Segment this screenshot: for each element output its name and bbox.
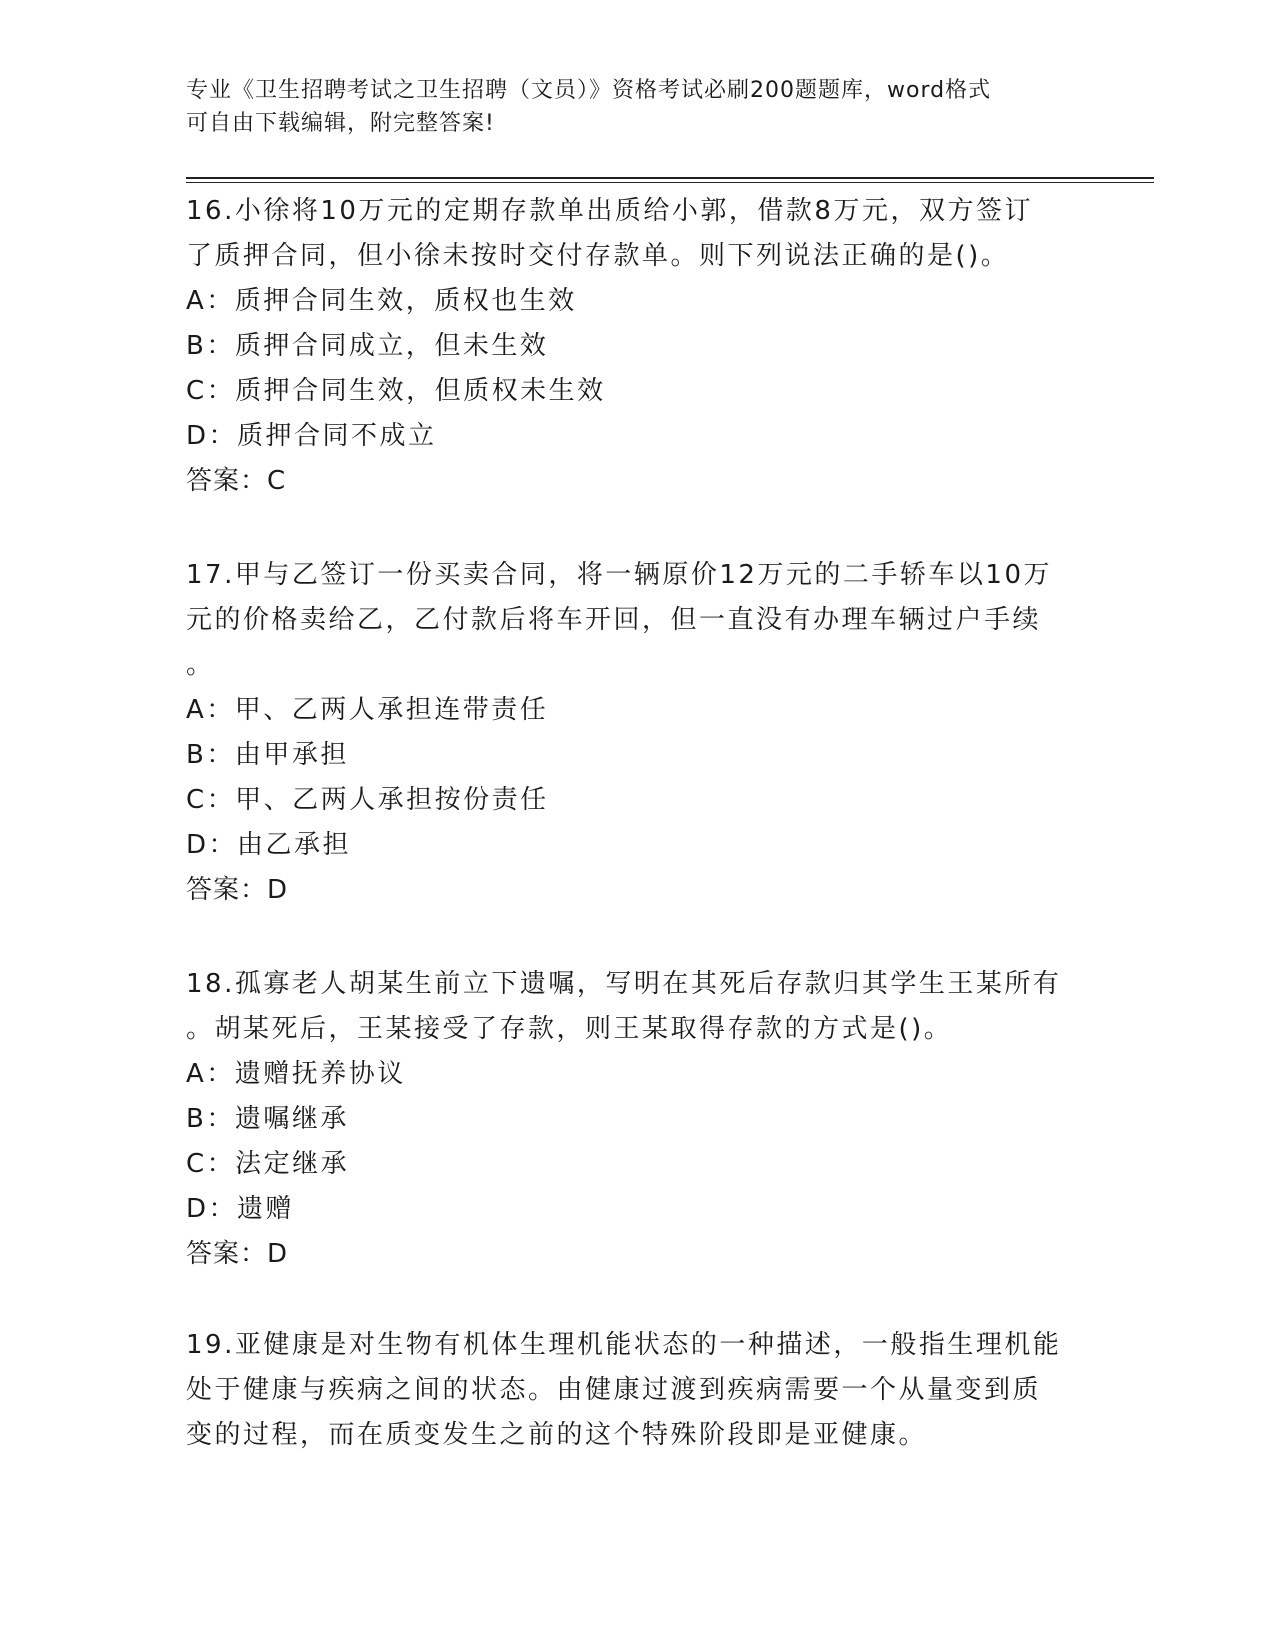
option-a: A：甲、乙两人承担连带责任: [186, 695, 549, 725]
question-stem-line: 16.小徐将10万元的定期存款单出质给小郭，借款8万元，双方签订: [186, 196, 1033, 226]
question-19: [186, 1323, 1086, 1458]
document-header: [186, 74, 1066, 140]
option-c: C：甲、乙两人承担按份责任: [186, 785, 549, 815]
question-stem-line: 元的价格卖给乙，乙付款后将车开回，但一直没有办理车辆过户手续: [186, 605, 1042, 635]
question-stem-line: 19.亚健康是对生物有机体生理机能状态的一种描述，一般指生理机能: [186, 1330, 1062, 1360]
question-stem-line: 变的过程，而在质变发生之前的这个特殊阶段即是亚健康。: [186, 1420, 928, 1450]
header-divider: [186, 177, 1154, 183]
option-a: A：质押合同生效，质权也生效: [186, 286, 577, 316]
option-d: D：遗赠: [186, 1194, 295, 1224]
question-stem-line: 17.甲与乙签订一份买卖合同，将一辆原价12万元的二手轿车以10万: [186, 560, 1053, 590]
answer-line: 答案：C: [186, 466, 287, 496]
question-stem-line: 。: [186, 650, 215, 680]
option-d: D：质押合同不成立: [186, 421, 437, 451]
question-stem-line: 处于健康与疾病之间的状态。由健康过渡到疾病需要一个从量变到质: [186, 1375, 1042, 1405]
answer-line: 答案：D: [186, 875, 289, 905]
option-d: D：由乙承担: [186, 830, 352, 860]
question-stem-line: 18.孤寡老人胡某生前立下遗嘱，写明在其死后存款归其学生王某所有: [186, 969, 1062, 999]
question-stem-line: 。胡某死后，王某接受了存款，则王某取得存款的方式是()。: [186, 1014, 953, 1044]
question-stem-line: 了质押合同，但小徐未按时交付存款单。则下列说法正确的是()。: [186, 241, 1010, 271]
option-b: B：质押合同成立，但未生效: [186, 331, 549, 361]
header-line-2: 可自由下载编辑，附完整答案!: [186, 111, 495, 136]
option-b: B：由甲承担: [186, 740, 349, 770]
header-line-1: 专业《卫生招聘考试之卫生招聘（文员）》资格考试必刷200题题库，word格式: [186, 78, 992, 103]
option-c: C：质押合同生效，但质权未生效: [186, 376, 606, 406]
answer-line: 答案：D: [186, 1239, 289, 1269]
question-17: [186, 553, 1086, 913]
question-16: [186, 189, 1086, 504]
option-b: B：遗嘱继承: [186, 1104, 349, 1134]
option-a: A：遗赠抚养协议: [186, 1059, 406, 1089]
option-c: C：法定继承: [186, 1149, 350, 1179]
question-18: [186, 962, 1086, 1277]
